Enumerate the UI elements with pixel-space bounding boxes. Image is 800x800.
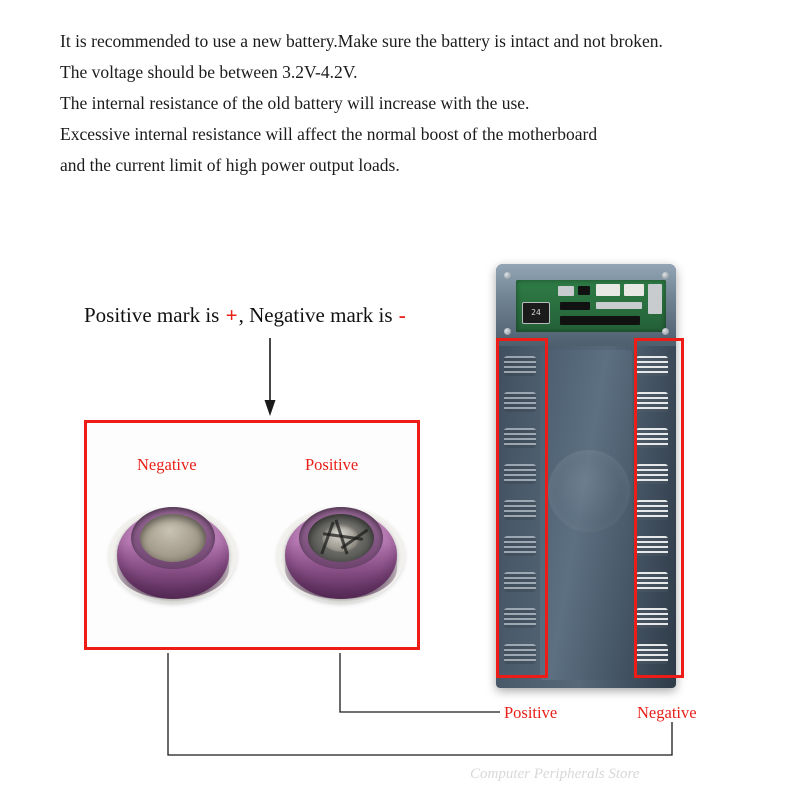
instruction-line-2: The voltage should be between 3.2V-4.2V. xyxy=(60,62,358,82)
device-screw xyxy=(662,272,669,279)
polarity-caption xyxy=(84,303,407,328)
polarity-caption-prefix: Positive mark is xyxy=(84,303,225,327)
down-arrow-icon xyxy=(258,338,282,418)
pcb-component xyxy=(560,316,640,325)
device-screw xyxy=(504,328,511,335)
device-screw xyxy=(504,272,511,279)
instruction-text-block xyxy=(60,26,750,181)
highlight-box-right-bay xyxy=(634,338,684,678)
photo-positive-label: Positive xyxy=(305,455,359,474)
battery-cell-negative-end xyxy=(109,501,237,609)
store-watermark: Computer Peripherals Store xyxy=(470,766,640,782)
instruction-line-4: Excessive internal resistance will affect the normal boost of the motherboard xyxy=(60,124,598,144)
device-positive-label: Positive xyxy=(504,703,558,722)
minus-symbol: - xyxy=(398,303,406,327)
pcb-component xyxy=(624,284,644,296)
device-negative-label: Negative xyxy=(637,703,697,722)
pcb-component xyxy=(578,286,590,295)
instruction-line-3: The internal resistance of the old battery will increase with the use. xyxy=(60,93,530,113)
instruction-line-1: It is recommended to use a new battery.Make sure the battery is intact and not broken. xyxy=(60,31,663,51)
photo-negative-label: Negative xyxy=(137,455,197,474)
plus-symbol: + xyxy=(225,303,238,327)
device-display: 24 xyxy=(522,302,550,324)
instruction-line-5: and the current limit of high power output loads. xyxy=(60,155,400,175)
pcb-component xyxy=(596,302,642,309)
pcb-component xyxy=(648,284,662,314)
device-circuit-board xyxy=(516,280,666,332)
battery-photo-panel xyxy=(84,420,420,650)
pcb-component xyxy=(560,302,590,310)
wireless-charging-coil xyxy=(548,450,630,532)
highlight-box-left-bay xyxy=(496,338,548,678)
pcb-component xyxy=(558,286,574,296)
device-screw xyxy=(662,328,669,335)
pcb-component xyxy=(596,284,620,296)
polarity-caption-middle: , Negative mark is xyxy=(238,303,398,327)
battery-cell-positive-end xyxy=(277,501,405,609)
cell-negative-terminal xyxy=(140,514,206,562)
